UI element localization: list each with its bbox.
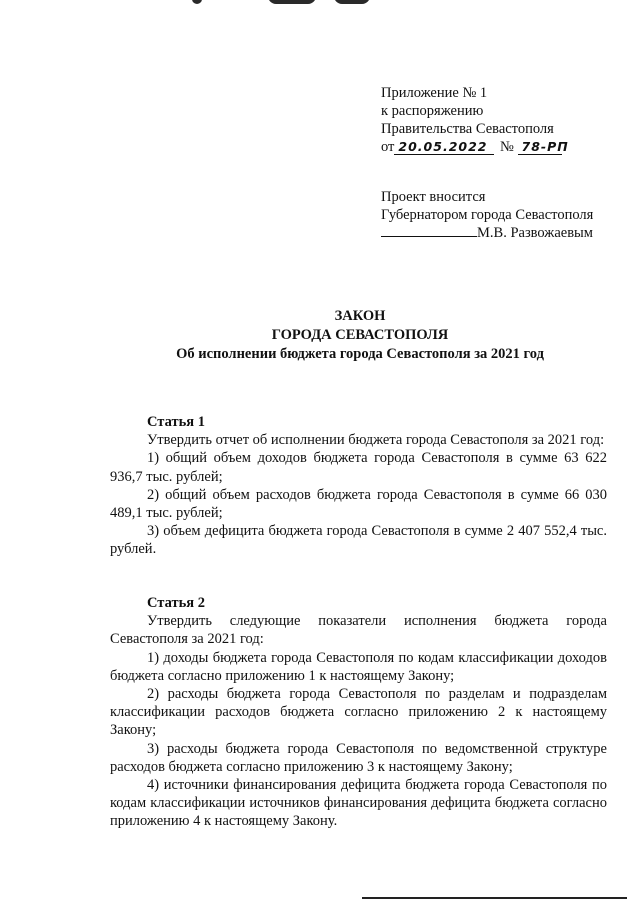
appendix-block — [381, 84, 569, 156]
appendix-date-number-line — [381, 138, 569, 156]
handwritten-date: 20.05.2022 — [394, 140, 494, 155]
law-title: ЗАКОН — [334, 308, 386, 324]
article-1-paragraph: 2) общий объем расходов бюджета города Севастополя в сумме 66 030 489,1 тыс. рублей; — [110, 486, 607, 522]
article-2 — [110, 594, 607, 831]
law-heading — [110, 307, 610, 364]
article-2-paragraph: 2) расходы бюджета города Севастополя по разделам и подразделам классификации расходов бюджета согласно приложению 2 к настоящему Закону; — [110, 686, 607, 739]
article-2-paragraph: 3) расходы бюджета города Севастополя по ведомственной структуре расходов бюджета согласно приложению 3 к настоящему Закону; — [110, 740, 607, 775]
scan-bottom-edge — [362, 897, 627, 899]
scan-artifact-mark — [192, 0, 202, 4]
signatory-name: М.В. Развожаевым — [477, 225, 593, 241]
article-1-paragraph: 3) объем дефицита бюджета города Севастополя в сумме 2 407 552,4 тыс. рублей. — [110, 523, 607, 558]
appendix-title: Приложение № 1 — [381, 85, 488, 101]
article-1-paragraph: Утвердить отчет об исполнении бюджета города Севастополя за 2021 год: — [147, 432, 605, 449]
article-1-title: Статья 1 — [147, 414, 205, 430]
article-2-paragraph: Утвердить следующие показатели исполнения бюджета города Севастополя за 2021 год: — [110, 613, 607, 648]
signature-line — [381, 224, 477, 237]
article-1-paragraph: 1) общий объем доходов бюджета города Севастополя в сумме 63 622 936,7 тыс. рублей; — [110, 450, 607, 485]
number-prefix: № — [500, 139, 514, 155]
date-prefix: от — [381, 139, 395, 155]
project-block — [381, 188, 593, 242]
appendix-reference: к распоряжению — [381, 103, 484, 119]
scan-artifact-mark — [268, 0, 316, 4]
article-2-paragraph: 4) источники финансирования дефицита бюджета города Севастополя по кодам классификации источников финансирования дефицита бюджета согласно приложению 4 к настоящему Закону. — [110, 777, 607, 830]
article-2-paragraph: 1) доходы бюджета города Севастополя по кодам классификации доходов бюджета согласно приложению 1 к настоящему Закону; — [110, 649, 607, 684]
project-signatory-line — [381, 224, 593, 242]
article-1 — [110, 413, 607, 559]
law-subject: Об исполнении бюджета города Севастополя за 2021 год — [176, 346, 544, 362]
appendix-issuer: Правительства Севастополя — [381, 121, 554, 137]
scan-artifact-mark — [334, 0, 370, 4]
article-2-title: Статья 2 — [147, 595, 205, 611]
handwritten-number: 78-РП — [518, 140, 562, 155]
law-city: ГОРОДА СЕВАСТОПОЛЯ — [271, 327, 449, 343]
project-line-2: Губернатором города Севастополя — [381, 207, 594, 223]
project-line-1: Проект вносится — [381, 189, 486, 205]
